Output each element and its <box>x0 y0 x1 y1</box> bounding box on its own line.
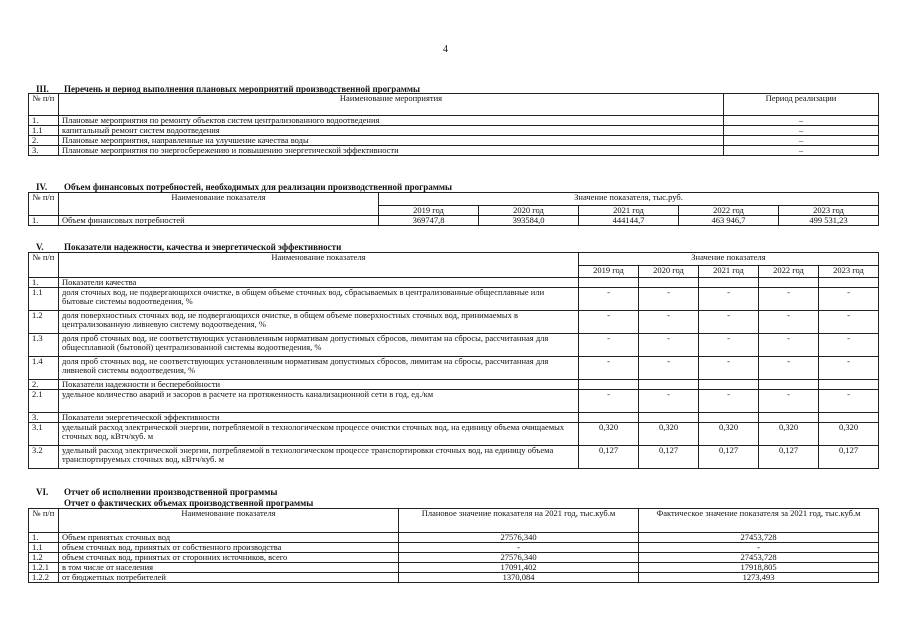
row-value: - <box>699 334 759 357</box>
row-value <box>579 278 639 288</box>
row-name: доля проб сточных вод, не соответствующих установленным нормативам допустимых сбросов, лимитам на сбросы, рассчитанная для ливневой системы водоотведения, % <box>59 357 579 380</box>
row-value <box>759 278 819 288</box>
table-row <box>29 116 879 126</box>
table-row <box>29 146 879 156</box>
section-6-number: VI. <box>36 487 49 497</box>
row-name: объем сточных вод, принятых от сторонних источников, всего <box>59 553 399 563</box>
year-header: 2020 год <box>639 266 699 278</box>
row-value <box>579 413 639 423</box>
row-number: 3.1 <box>29 423 59 446</box>
row-number: 2. <box>29 380 59 390</box>
row-number: 3. <box>29 413 59 423</box>
row-name: в том числе от населения <box>59 563 399 573</box>
table-row <box>29 446 879 469</box>
row-plan: - <box>399 543 639 553</box>
row-name: капитальный ремонт систем водоотведения <box>59 126 724 136</box>
row-number: 1. <box>29 278 59 288</box>
row-value: 0,127 <box>639 446 699 469</box>
row-number: 1.2.1 <box>29 563 59 573</box>
row-name: Плановые мероприятия, направленные на улучшение качества воды <box>59 136 724 146</box>
row-value: 0,320 <box>639 423 699 446</box>
row-value: - <box>819 357 879 380</box>
table-row <box>29 413 879 423</box>
section-3-number: III. <box>36 84 49 94</box>
row-number: 1. <box>29 533 59 543</box>
row-name: Показатели качества <box>59 278 579 288</box>
row-name: доля сточных вод, не подвергающихся очистке, в общем объеме сточных вод, сбрасываемых в централизованные общесплавные или бытовые системы водоотведения, % <box>59 288 579 311</box>
page-number: 4 <box>443 44 448 55</box>
row-number: 1.1 <box>29 288 59 311</box>
row-number: 1. <box>29 216 59 226</box>
row-value: - <box>579 311 639 334</box>
row-value: - <box>639 311 699 334</box>
row-value <box>639 278 699 288</box>
row-number: 1.1 <box>29 126 59 136</box>
row-value: - <box>819 334 879 357</box>
table-measures <box>28 93 879 156</box>
table-row <box>29 126 879 136</box>
table-row <box>29 357 879 380</box>
row-number: 1.2.2 <box>29 573 59 583</box>
row-plan: 27576,340 <box>399 533 639 543</box>
table-indicators <box>28 252 879 469</box>
row-value: - <box>819 390 879 413</box>
col-header-no: № п/п <box>29 509 59 533</box>
row-value: - <box>759 288 819 311</box>
col-header-name: Наименование мероприятия <box>59 94 724 116</box>
row-value: - <box>639 334 699 357</box>
year-header: 2019 год <box>379 206 479 216</box>
row-value <box>819 278 879 288</box>
row-period: – <box>724 136 879 146</box>
table-header-row <box>29 509 879 533</box>
table-row <box>29 533 879 543</box>
section-3-heading: Перечень и период выполнения плановых мероприятий производственной программы <box>64 84 421 94</box>
row-number: 1.3 <box>29 334 59 357</box>
table-financial <box>28 192 879 226</box>
year-header: 2019 год <box>579 266 639 278</box>
row-value <box>699 278 759 288</box>
row-fact: 1273,493 <box>639 573 879 583</box>
row-value: - <box>699 311 759 334</box>
table-row <box>29 573 879 583</box>
row-value <box>699 380 759 390</box>
row-value: - <box>699 357 759 380</box>
row-value: - <box>759 311 819 334</box>
section-6-title <box>36 487 277 497</box>
row-name: Плановые мероприятия по ремонту объектов систем централизованного водоотведения <box>59 116 724 126</box>
row-number: 3.2 <box>29 446 59 469</box>
row-value: - <box>759 334 819 357</box>
col-header-value: Значение показателя, тыс.руб. <box>379 193 879 206</box>
row-name: удельное количество аварий и засоров в расчете на протяженность канализационной сети в год, ед./км <box>59 390 579 413</box>
row-value <box>699 413 759 423</box>
row-value: 499 531,23 <box>779 216 879 226</box>
section-6-heading: Отчет об исполнении производственной программы <box>64 487 278 497</box>
row-value: - <box>639 288 699 311</box>
row-value: 0,320 <box>699 423 759 446</box>
row-name: удельный расход электрической энергии, потребляемой в технологическом процессе транспортировки сточных вод, на единицу объема транспортируемых сточных вод, кВтч/куб. м <box>59 446 579 469</box>
row-period: – <box>724 146 879 156</box>
row-number: 1.2 <box>29 553 59 563</box>
row-number: 2.1 <box>29 390 59 413</box>
row-value: - <box>819 311 879 334</box>
table-report <box>28 508 879 583</box>
row-plan: 27576,340 <box>399 553 639 563</box>
row-value: 369747,8 <box>379 216 479 226</box>
row-fact: 17918,805 <box>639 563 879 573</box>
row-name: доля проб сточных вод, не соответствующих установленным нормативам допустимых сбросов, лимитам на сбросы, рассчитанная для общесплавной (бытовой) централизованной системы водоотведения, % <box>59 334 579 357</box>
row-value <box>759 413 819 423</box>
row-fact: 27453,728 <box>639 533 879 543</box>
table-row <box>29 563 879 573</box>
row-value: 463 946,7 <box>679 216 779 226</box>
table-header-row <box>29 94 879 116</box>
col-header-value: Значение показателя <box>579 253 879 266</box>
row-value <box>639 413 699 423</box>
row-value: 0,320 <box>579 423 639 446</box>
row-value: - <box>699 390 759 413</box>
table-row <box>29 543 879 553</box>
row-name: доля поверхностных сточных вод, не подвергающихся очистке, в общем объеме поверхностных сточных вод, принимаемых в централизованную ливневую систему водоотведения, % <box>59 311 579 334</box>
row-number: 1.4 <box>29 357 59 380</box>
table-row <box>29 278 879 288</box>
row-value <box>579 380 639 390</box>
year-header: 2020 год <box>479 206 579 216</box>
row-name: Показатели энергетической эффективности <box>59 413 579 423</box>
section-4-title <box>36 182 452 192</box>
row-period: – <box>724 116 879 126</box>
row-value: - <box>639 390 699 413</box>
row-name: Показатели надежности и бесперебойности <box>59 380 579 390</box>
row-value: - <box>579 288 639 311</box>
row-value: - <box>579 390 639 413</box>
row-value: - <box>639 357 699 380</box>
table-row <box>29 288 879 311</box>
row-period: – <box>724 126 879 136</box>
year-header: 2021 год <box>579 206 679 216</box>
col-header-name: Наименование показателя <box>59 509 399 533</box>
row-value: 0,320 <box>759 423 819 446</box>
table-header-row <box>29 253 879 266</box>
year-header: 2023 год <box>779 206 879 216</box>
row-value: - <box>579 357 639 380</box>
row-value: - <box>819 288 879 311</box>
row-plan: 17091,402 <box>399 563 639 573</box>
row-value: - <box>759 357 819 380</box>
row-name: удельный расход электрической энергии, потребляемой в технологическом процессе очистки сточных вод, на единицу объема очищаемых сточных вод, кВтч/куб. м <box>59 423 579 446</box>
table-row <box>29 136 879 146</box>
col-header-no: № п/п <box>29 94 59 116</box>
table-row <box>29 334 879 357</box>
col-header-name: Наименование показателя <box>59 193 379 216</box>
row-name: Плановые мероприятия по энергосбережению и повышению энергетической эффективности <box>59 146 724 156</box>
row-name: Объем принятых сточных вод <box>59 533 399 543</box>
row-value: - <box>579 334 639 357</box>
year-header: 2021 год <box>699 266 759 278</box>
year-header: 2022 год <box>679 206 779 216</box>
row-value <box>819 380 879 390</box>
row-value: 0,127 <box>759 446 819 469</box>
row-number: 1. <box>29 116 59 126</box>
table-row <box>29 553 879 563</box>
year-header: 2023 год <box>819 266 879 278</box>
row-plan: 1370,084 <box>399 573 639 583</box>
row-name: объем сточных вод, принятых от собственного производства <box>59 543 399 553</box>
table-header-row <box>29 193 879 206</box>
year-header: 2022 год <box>759 266 819 278</box>
section-4-heading: Объем финансовых потребностей, необходимых для реализации производственной программы <box>64 182 453 192</box>
table-row <box>29 423 879 446</box>
col-header-no: № п/п <box>29 193 59 216</box>
row-name: Объем финансовых потребностей <box>59 216 379 226</box>
row-value: 393584,0 <box>479 216 579 226</box>
row-fact: - <box>639 543 879 553</box>
row-name: от бюджетных потребителей <box>59 573 399 583</box>
row-value: - <box>759 390 819 413</box>
table-row <box>29 216 879 226</box>
table-row <box>29 380 879 390</box>
section-4-number: IV. <box>36 182 48 192</box>
row-value: - <box>699 288 759 311</box>
row-value: 444144,7 <box>579 216 679 226</box>
col-header-name: Наименование показателя <box>59 253 579 278</box>
col-header-fact: Фактическое значение показателя за 2021 год, тыс.куб.м <box>639 509 879 533</box>
col-header-no: № п/п <box>29 253 59 278</box>
row-value: 0,127 <box>579 446 639 469</box>
section-5-title <box>36 242 341 252</box>
row-value <box>639 380 699 390</box>
col-header-period: Период реализации <box>724 94 879 116</box>
row-number: 1.2 <box>29 311 59 334</box>
row-value <box>759 380 819 390</box>
row-fact: 27453,728 <box>639 553 879 563</box>
row-value: 0,127 <box>699 446 759 469</box>
section-5-number: V. <box>36 242 44 252</box>
table-row <box>29 311 879 334</box>
row-number: 3. <box>29 146 59 156</box>
section-5-heading: Показатели надежности, качества и энергетической эффективности <box>64 242 342 252</box>
row-value: 0,127 <box>819 446 879 469</box>
row-number: 2. <box>29 136 59 146</box>
row-value: 0,320 <box>819 423 879 446</box>
table-row <box>29 390 879 413</box>
col-header-plan: Плановое значение показателя на 2021 год, тыс.куб.м <box>399 509 639 533</box>
row-value <box>819 413 879 423</box>
section-6-subtitle: Отчет о фактических объемах производственной программы <box>64 498 314 508</box>
row-number: 1.1 <box>29 543 59 553</box>
